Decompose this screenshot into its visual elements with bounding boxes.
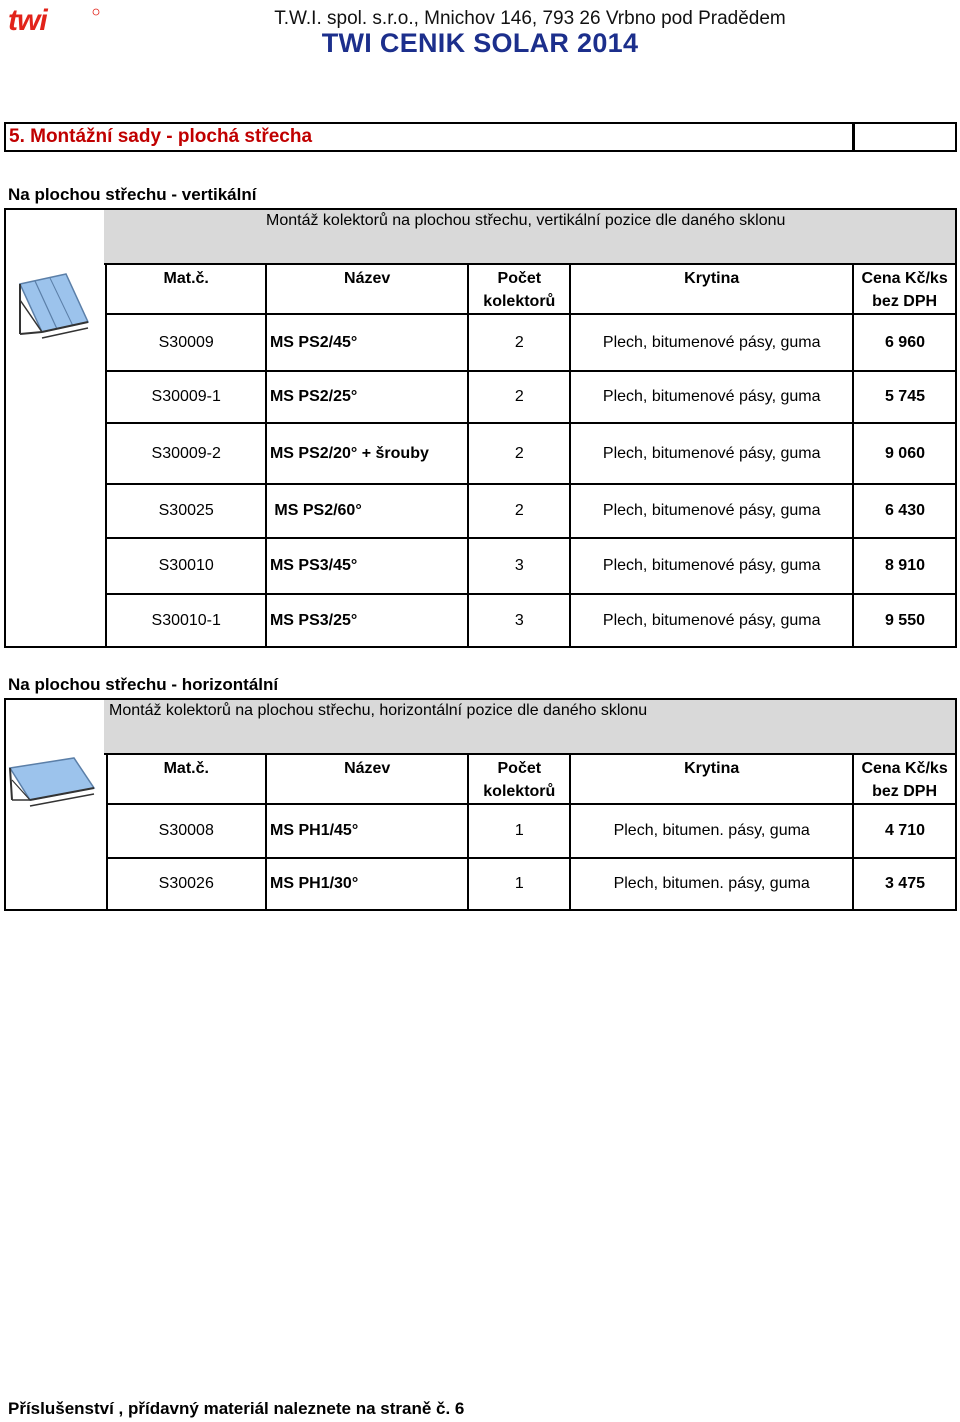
table-row: [5, 594, 956, 647]
accessories-note: Příslušenství , přídavný materiál naleznete na straně č. 6: [8, 1399, 465, 1418]
horizontal-price-table: [4, 753, 957, 911]
horizontal-image-cell-top: [4, 698, 106, 758]
company-address: T.W.I. spol. s.r.o., Mnichov 146, 793 26 Vrbno pod Pradědem: [274, 8, 786, 29]
row-price: 9 060: [853, 423, 956, 484]
table-row: [5, 484, 956, 538]
table-row: [5, 314, 956, 371]
table-header-row: [5, 754, 956, 804]
col-count: Počet kolektorů: [468, 754, 570, 804]
col-roof: Krytina: [570, 754, 853, 804]
row-mat: S30008: [107, 804, 267, 858]
vertical-description: Montáž kolektorů na plochou střechu, vertikální pozice dle daného sklonu: [266, 212, 786, 229]
row-mat: S30010: [106, 538, 265, 594]
section-bar-end-cell: [853, 122, 957, 152]
row-price: 9 550: [853, 594, 956, 647]
row-roof: Plech, bitumen. pásy, guma: [570, 804, 853, 858]
row-price: 6 430: [853, 484, 956, 538]
row-count: 2: [468, 314, 570, 371]
row-price: 4 710: [853, 804, 956, 858]
row-roof: Plech, bitumenové pásy, guma: [570, 371, 853, 423]
table-row: [5, 804, 956, 858]
horizontal-subsection-title: Na plochou střechu - horizontální: [8, 675, 279, 694]
row-price: 5 745: [853, 371, 956, 423]
col-mat: Mat.č.: [106, 264, 265, 314]
col-name: Název: [266, 264, 468, 314]
row-mat: S30026: [107, 858, 267, 910]
table-row: [5, 371, 956, 423]
row-price: 3 475: [853, 858, 956, 910]
col-price: Cena Kč/ks bez DPH: [853, 264, 956, 314]
row-count: 2: [468, 484, 570, 538]
row-roof: Plech, bitumenové pásy, guma: [570, 314, 853, 371]
row-roof: Plech, bitumenové pásy, guma: [570, 594, 853, 647]
row-name: MS PS3/45°: [266, 538, 468, 594]
price-list-title: TWI CENIK SOLAR 2014: [321, 28, 639, 58]
row-roof: Plech, bitumenové pásy, guma: [570, 484, 853, 538]
row-mat: S30009: [106, 314, 265, 371]
row-roof: Plech, bitumenové pásy, guma: [570, 423, 853, 484]
row-count: 3: [468, 538, 570, 594]
vertical-subsection-title: Na plochou střechu - vertikální: [8, 185, 257, 204]
row-mat: S30010-1: [106, 594, 265, 647]
col-roof: Krytina: [570, 264, 853, 314]
row-name: MS PH1/45°: [266, 804, 468, 858]
row-count: 1: [468, 858, 570, 910]
row-roof: Plech, bitumen. pásy, guma: [570, 858, 853, 910]
table-header-row: [5, 264, 956, 314]
row-count: 3: [468, 594, 570, 647]
logo-text: twi: [8, 6, 47, 36]
table-row: [5, 858, 956, 910]
col-name: Název: [266, 754, 468, 804]
vertical-image-cell-top: [4, 208, 106, 270]
row-name: MS PS2/45°: [266, 314, 468, 371]
table-row: [5, 538, 956, 594]
row-price: 6 960: [853, 314, 956, 371]
col-price: Cena Kč/ks bez DPH: [853, 754, 956, 804]
row-name: MS PH1/30°: [266, 858, 468, 910]
row-mat: S30025: [106, 484, 265, 538]
section-title: 5. Montážní sady - plochá střecha: [9, 126, 313, 147]
row-mat: S30009-1: [106, 371, 265, 423]
horizontal-description: Montáž kolektorů na plochou střechu, horizontální pozice dle daného sklonu: [109, 702, 648, 719]
row-count: 1: [468, 804, 570, 858]
row-name: MS PS2/20° + šrouby: [266, 423, 468, 484]
row-name: MS PS2/60°: [266, 484, 468, 538]
row-name: MS PS3/25°: [266, 594, 468, 647]
row-count: 2: [468, 371, 570, 423]
row-name: MS PS2/25°: [266, 371, 468, 423]
row-mat: S30009-2: [106, 423, 265, 484]
table-row: [5, 423, 956, 484]
row-count: 2: [468, 423, 570, 484]
row-roof: Plech, bitumenové pásy, guma: [570, 538, 853, 594]
col-mat: Mat.č.: [107, 754, 267, 804]
row-price: 8 910: [853, 538, 956, 594]
col-count: Počet kolektorů: [468, 264, 570, 314]
vertical-price-table: [4, 263, 957, 648]
